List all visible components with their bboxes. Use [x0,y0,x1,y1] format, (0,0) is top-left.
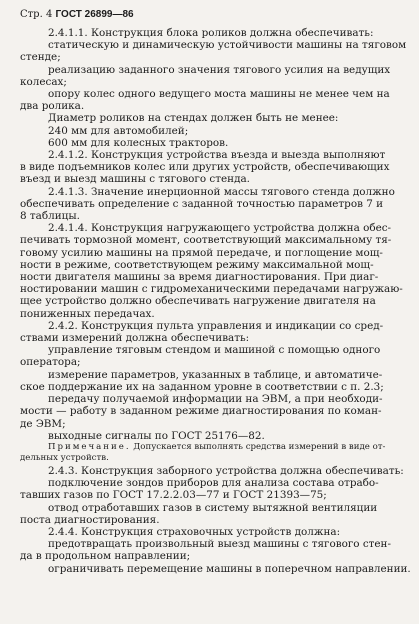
text-line: колесах; [20,75,67,88]
text-line: 2.4.1.3. Значение инерционной массы тягового стенда должно [48,185,395,198]
text-line: 2.4.1.2. Конструкция устройства въезда и выезда выполняют [48,149,386,162]
text-line: 600 мм для колесных тракторов. [48,136,229,149]
text-line: да в продольном направлении; [20,550,191,563]
text-line: выходные сигналы по ГОСТ 25176—82. [48,429,265,442]
text-line: Диаметр роликов на стендах должен быть не менее: [48,112,339,125]
text-line: оператора; [20,356,81,369]
text-line: тавших газов по ГОСТ 17.2.2.03—77 и ГОСТ 21393—75; [20,489,327,502]
text-line: ограничивать перемещение машины в поперечном направлении. [48,562,411,575]
text-line: 8 таблицы. [20,210,80,223]
page-number: Стр. 4 [20,9,53,20]
text-line: поста диагностирования. [20,513,160,526]
text-line: 240 мм для автомобилей; [48,124,189,137]
text-line: ское поддержание их на заданном уровне в соответствии с п. 2.3; [20,380,384,393]
body-text [20,27,411,575]
text-line: обеспечивать определение с заданной точностью параметров 7 и [20,197,384,210]
text-line: говому усилию машины на прямой передаче, и поглощение мощ- [20,246,383,259]
text-line: печивать тормозной момент, соответствующий максимальному тя- [20,234,392,247]
page-header [20,9,134,20]
note-line: дельных устройств. [20,453,109,464]
text-line: ности в режиме, соответствующем режиму максимальной мощ- [20,258,374,271]
text-line: реализацию заданного значения тягового усилия на ведущих [48,63,391,76]
text-line: два ролика. [20,100,85,113]
text-line: 2.4.4. Конструкция страховочных устройств должна: [48,525,341,538]
text-line: управление тяговым стендом и машиной с помощью одного [48,344,381,357]
text-line: стенде; [20,51,61,64]
text-line: ности двигателя машины за время диагностирования. При диаг- [20,271,379,284]
text-line: въезд и выезд машины с тягового стенда. [20,173,250,186]
text-line: пониженных передачах. [20,307,155,320]
text-line: предотвращать произвольный выезд машины с тягового стен- [48,538,391,551]
text-line: отвод отработавших газов в систему вытяжной вентиляции [48,501,378,514]
text-line: 2.4.1.1. Конструкция блока роликов должна обеспечивать: [48,27,374,39]
text-line: статическую и динамическую устойчивости машины на тяговом [48,39,407,52]
text-line: подключение зондов приборов для анализа состава отрабо- [48,477,379,490]
text-line: ствами измерений должна обеспечивать: [20,332,250,345]
standard-code: ГОСТ 26899—86 [55,9,134,20]
text-line: опору колес одного ведущего моста машины не менее чем на [48,88,390,101]
text-line: щее устройство должно обеспечивать нагружение двигателя на [20,295,376,308]
text-line: 2.4.2. Конструкция пульта управления и индикации со сред- [48,319,384,332]
text-line: де ЭВМ; [20,417,66,430]
text-line: 2.4.3. Конструкция заборного устройства должна обеспечивать: [48,464,404,477]
text-line: мости — работу в заданном режиме диагностирования по коман- [20,405,382,418]
text-line: передачу получаемой информации на ЭВМ, а при необходи- [48,393,383,406]
text-line: измерение параметров, указанных в таблице, и автоматиче- [48,368,383,381]
note-line: Примечание. Допускается выполнять средства измерений в виде от- [48,441,386,452]
text-line: ностировании машин с гидромеханическими передачами нагружаю- [20,283,403,296]
text-line: в виде подъемников колес или других устройств, обеспечивающих [20,161,390,174]
text-line: 2.4.1.4. Конструкция нагружающего устройства должна обес- [48,222,392,235]
